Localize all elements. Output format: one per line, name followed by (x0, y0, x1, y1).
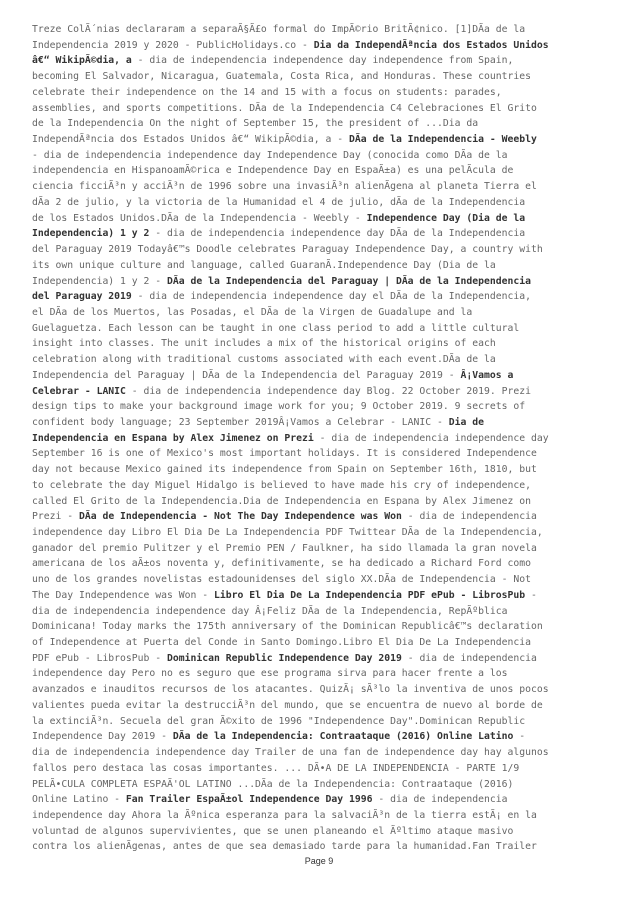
text-line (32, 824, 608, 840)
body-text: Dominicana! Today marks the 175th anniversary of the Dominican Republicâ€™s declaration (32, 621, 543, 633)
body-text: day not because Mexico gained its independence from Spain on September 16th, 1810, but (32, 464, 537, 476)
text-line (32, 792, 608, 808)
body-text: Independencia) 1 y 2 - (32, 275, 168, 287)
text-line (32, 289, 608, 305)
body-text: - dia de independencia independence day Independence Day (conocida como DÃa de la (32, 149, 508, 161)
body-text: celebrate their independence on the 14 and 15 with a focus on students: parades, (32, 86, 502, 98)
link-title[interactable]: del Paraguay 2019 (32, 291, 132, 303)
page-number: Page 9 (304, 856, 334, 866)
link-title[interactable]: Dominican Republic Independence Day 2019 (167, 652, 402, 664)
document-body (32, 22, 608, 855)
text-line (32, 745, 608, 761)
body-text: - dia de independencia (401, 511, 537, 523)
body-text: de los Estados Unidos.DÃa de la Independencia - Weebly - (32, 212, 367, 224)
text-line (32, 635, 608, 651)
link-title[interactable]: Â¡Vamos a (460, 369, 514, 381)
body-text: confident body language; 23 September 2019Â¡Vamos a Celebrar - LANIC - (32, 416, 449, 428)
text-line (32, 619, 608, 635)
text-line (32, 666, 608, 682)
text-line (32, 384, 608, 400)
text-line (32, 211, 608, 227)
body-text: design tips to make your background image work for you; 9 October 2019. 9 secrets of (32, 401, 526, 413)
text-line (32, 682, 608, 698)
body-text: to celebrate the day Miguel Hidalgo is believed to have made his cry of independence, (32, 479, 531, 491)
body-text: called El Grito de la Independencia.Dia de Independencia en Espana by Alex Jimenez on (32, 495, 531, 507)
text-line (32, 226, 608, 242)
body-text: - dia de independencia independence day Blog. 22 October 2019. Prezi (125, 385, 531, 397)
body-text: IndependÃªncia dos Estados Unidos â€“ WikipÃ©dia, a - (32, 134, 349, 146)
body-text: its own unique culture and language, called GuaranÃ.Independence Day (Dia de la (32, 259, 496, 271)
text-line (32, 274, 608, 290)
body-text: dia de independencia independence day Trailer de una fan de independence day hay algunos (32, 747, 549, 759)
text-line (32, 556, 608, 572)
body-text: la extinciÃ³n. Secuela del gran Ã©xito de 1996 "Independence Day".Dominican Republic (32, 715, 526, 727)
text-line (32, 462, 608, 478)
link-title[interactable]: Dia da IndependÃªncia dos Estados Unidos (313, 39, 549, 51)
body-text: PELÃ•CULA COMPLETA ESPAÃ'OL LATINO ...DÃa de la Independencia: Contraataque (2016) (32, 778, 514, 790)
text-line (32, 85, 608, 101)
link-title[interactable]: Fan Trailer EspaÃ±ol Independence Day 1996 (125, 794, 373, 806)
body-text: independencia en HispanoamÃ©rica e Independence Day en EspaÃ±a) es una pelÃcula de (32, 165, 514, 177)
text-line (32, 321, 608, 337)
body-text: assemblies, and sports competitions. DÃa de la Independencia C4 Celebraciones El Grito (32, 102, 537, 114)
body-text: - dia de independencia independence day el DÃa de la Independencia, (131, 291, 531, 303)
text-line (32, 839, 608, 855)
body-text: Independencia del Paraguay | DÃa de la Independencia del Paraguay 2019 - (32, 369, 461, 381)
text-line (32, 53, 608, 69)
body-text: Prezi - (32, 511, 79, 523)
text-line (32, 368, 608, 384)
body-text: Guelaguetza. Each lesson can be taught in one class period to add a little cultural (32, 322, 520, 334)
text-line (32, 651, 608, 667)
text-line (32, 478, 608, 494)
link-title[interactable]: Independencia) 1 y 2 (32, 228, 150, 240)
body-text: dia de independencia independence day Â¡Feliz DÃa de la Independencia, RepÃºblica (32, 605, 508, 617)
text-line (32, 179, 608, 195)
text-line (32, 494, 608, 510)
text-line (32, 761, 608, 777)
body-text: americana de los aÃ±os noventa y, definitivamente, se ha dedicado a Richard Ford como (32, 558, 531, 570)
text-line (32, 729, 608, 745)
text-line (32, 336, 608, 352)
text-line (32, 163, 608, 179)
link-title[interactable]: â€“ WikipÃ©dia, a (32, 55, 132, 67)
body-text: ganador del premio Pulitzer y el Premio PEN / Faulkner, ha sido llamada la gran novela (32, 542, 537, 554)
text-line (32, 258, 608, 274)
body-text: el DÃa de los Muertos, las Posadas, el DÃa de la Virgen de Guadalupe and la (32, 306, 473, 318)
body-text: - (525, 589, 537, 601)
link-title[interactable]: Independence Day (Dia de la (366, 212, 526, 224)
body-text: de la Independencia On the night of September 15, the president of ...Dia da (32, 118, 479, 130)
body-text: independence day Pero no es seguro que ese programa sirva para hacer frente a los (32, 668, 508, 680)
body-text: The Day Independence was Won - (32, 589, 214, 601)
link-title[interactable]: Celebrar - LANIC (32, 385, 126, 397)
body-text: Treze ColÃ´nias declararam a separaÃ§Ã£o formal do ImpÃ©rio BritÃ¢nico. [1]DÃa de la (32, 24, 526, 35)
body-text: fallos pero destaca las cosas importantes. ... DÃ•A DE LA INDEPENDENCIA - PARTE 1/9 (32, 762, 520, 774)
link-title[interactable]: DÃa de la Independencia del Paraguay | DÃa de la Independencia (167, 275, 531, 287)
body-text: - (513, 731, 526, 743)
body-text: valientes pueda evitar la destrucciÃ³n del mundo, que se encuentra de nuevo al borde de (32, 699, 543, 711)
text-line (32, 101, 608, 117)
body-text: celebration along with traditional customs associated with each event.DÃa de la (32, 354, 496, 366)
body-text: ciencia ficciÃ³n y acciÃ³n de 1996 sobre una invasiÃ³n alienÃgena al planeta Tierra el (32, 181, 537, 193)
text-line (32, 808, 608, 824)
body-text: del Paraguay 2019 Todayâ€™s Doodle celebrates Paraguay Independence Day, a country with (32, 244, 543, 256)
body-text: - dia de independencia (372, 794, 508, 806)
link-title[interactable]: DÃa de Independencia - Not The Day Independence was Won (78, 511, 402, 523)
text-line (32, 698, 608, 714)
text-line (32, 132, 608, 148)
link-title[interactable]: Independencia en Espana by Alex Jimenez on Prezi (32, 432, 314, 444)
text-line (32, 38, 608, 54)
text-line (32, 22, 608, 38)
text-line (32, 399, 608, 415)
body-text: insight into classes. The unit includes a mix of the historical origins of each (32, 338, 496, 350)
text-line (32, 431, 608, 447)
text-line (32, 572, 608, 588)
link-title[interactable]: Libro El Dia De La Independencia PDF ePub - LibrosPub (213, 589, 526, 601)
body-text: PDF ePub - LibrosPub - (32, 652, 168, 664)
text-line (32, 777, 608, 793)
body-text: contra los alienÃgenas, antes de que sea demasiado tarde para la humanidad.Fan Trailer (32, 841, 537, 853)
text-line (32, 604, 608, 620)
text-line (32, 148, 608, 164)
body-text: September 16 is one of Mexico's most important holidays. It is considered Independence (32, 448, 537, 460)
body-text: - dia de independencia independence day (313, 432, 549, 444)
body-text: of Independence at Puerta del Conde in Santo Domingo.Libro El Dia De La Independencia (32, 637, 531, 649)
text-line (32, 509, 608, 525)
text-line (32, 525, 608, 541)
body-text: independence day Ahora la Ãºnica esperanza para la salvaciÃ³n de la tierra estÃ¡ en la (32, 809, 537, 821)
text-line (32, 305, 608, 321)
text-line (32, 588, 608, 604)
text-line (32, 69, 608, 85)
body-text: avanzados e inauditos recursos de los atacantes. QuizÃ¡ sÃ³lo la inventiva de unos pocos (32, 684, 549, 696)
text-line (32, 714, 608, 730)
link-title[interactable]: Dia de (448, 416, 485, 428)
body-text: Independencia 2019 y 2020 - PublicHolidays.co - (32, 39, 314, 51)
body-text: dÃa 2 de julio, y la victoria de la Humanidad el 4 de julio, dÃa de la Independencia (32, 196, 526, 208)
text-line (32, 116, 608, 132)
body-text: becoming El Salvador, Nicaragua, Guatemala, Costa Rica, and Honduras. These countries (32, 71, 531, 83)
body-text: Online Latino - (32, 794, 126, 806)
body-text: - dia de independencia independence day DÃa de la Independencia (149, 228, 526, 240)
body-text: independence day Libro El Dia De La Independencia PDF Twittear DÃa de la Independencia, (32, 527, 543, 538)
text-line (32, 541, 608, 557)
text-line (32, 195, 608, 211)
text-line (32, 242, 608, 258)
body-text: voluntad de algunos supervivientes, que se unen planeando el Ãºltimo ataque masivo (32, 825, 514, 837)
body-text: - dia de independencia independence day independence from Spain, (131, 55, 514, 67)
body-text: uno de los grandes novelistas estadounidenses del siglo XX.DÃa de Independencia - Not (32, 574, 531, 586)
body-text: Independence Day 2019 - (32, 731, 173, 743)
text-line (32, 352, 608, 368)
text-line (32, 446, 608, 462)
text-line (32, 415, 608, 431)
link-title[interactable]: DÃa de la Independencia - Weebly (348, 134, 537, 146)
body-text: - dia de independencia (401, 652, 537, 664)
link-title[interactable]: DÃa de la Independencia: Contraataque (2016) Online Latino (172, 731, 514, 743)
